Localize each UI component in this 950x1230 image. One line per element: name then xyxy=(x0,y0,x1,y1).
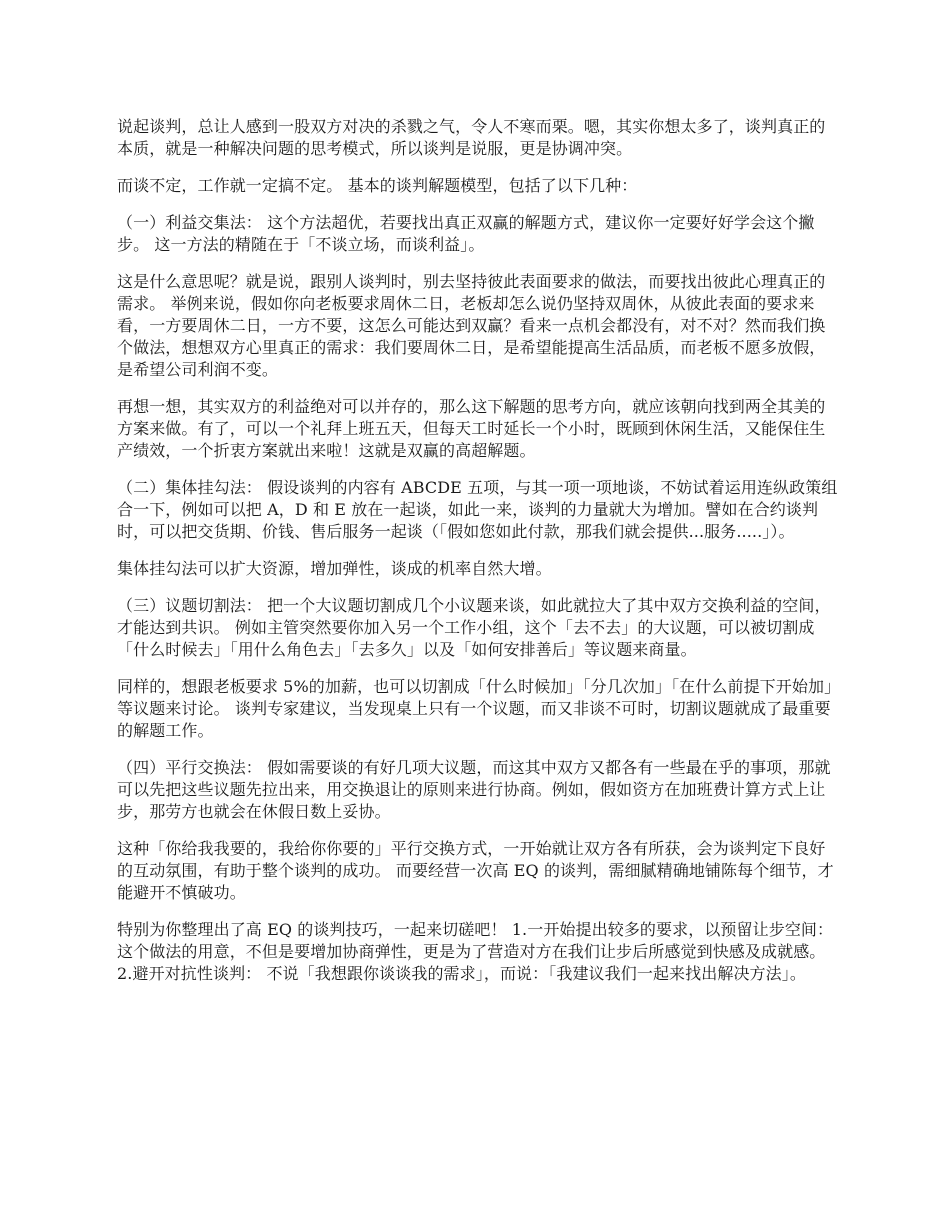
paragraph-method-4-heading: （四）平行交换法： 假如需要谈的有好几项大议题，而这其中双方又都各有一些最在乎的事项，那就可以先把这些议题先拉出来，用交换退让的原则来进行协商。例如，假如资方在加班费计算方式上让步，那劳方也就会在休假日数上妥协。 xyxy=(117,758,831,821)
paragraph-method-2-heading: （二）集体挂勾法： 假设谈判的内容有 ABCDE 五项，与其一项一项地谈，不妨试着运用连纵政策组合一下，例如可以把 A，D 和 E 放在一起谈，如此一来，谈判的力量就大为增加。譬如在合约谈判时，可以把交货期、价钱、售后服务一起谈（「假如您如此付款，那我们就会提供...服务.....」）。 xyxy=(117,478,838,541)
paragraph-method-1-explanation: 这是什么意思呢？就是说，跟别人谈判时，别去坚持彼此表面要求的做法，而要找出彼此心理真正的需求。 举例来说，假如你向老板要求周休二日，老板却怎么说仍坚持双周休，从彼此表面的要求来看，一方要周休二日，一方不要，这怎么可能达到双赢？看来一点机会都没有，对不对？然而我们换个做法，想想双方心里真正的需求：我们要周休二日，是希望能提高生活品质，而老板不愿多放假， 是希望公司利润不变。 xyxy=(117,272,826,379)
paragraph-method-3-example: 同样的，想跟老板要求 5%的加薪，也可以切割成「什么时候加」「分几次加」「在什么前提下开始加」等议题来讨论。 谈判专家建议，当发现桌上只有一个议题，而又非谈不可时，切割议题就成了最重要的解题工作。 xyxy=(117,677,841,740)
document-body xyxy=(117,116,841,1000)
paragraph-intro: 说起谈判，总让人感到一股双方对决的杀戮之气，令人不寒而栗。嗯，其实你想太多了，谈判真正的本质，就是一种解决问题的思考模式，所以谈判是说服，更是协调冲突。 xyxy=(117,117,826,158)
paragraph-method-1-heading: （一）利益交集法： 这个方法超优，若要找出真正双赢的解题方式，建议你一定要好好学会这个撇步。 这一方法的精随在于「不谈立场，而谈利益」。 xyxy=(117,213,815,254)
paragraph-method-1-solution: 再想一想，其实双方的利益绝对可以并存的，那么这下解题的思考方向，就应该朝向找到两全其美的方案来做。有了，可以一个礼拜上班五天，但每天工时延长一个小时，既顾到休闲生活，又能保住生产绩效，一个折衷方案就出来啦！这就是双赢的高超解题。 xyxy=(117,397,826,460)
paragraph-method-2-summary: 集体挂勾法可以扩大资源，增加弹性，谈成的机率自然大增。 xyxy=(117,559,552,578)
paragraph-method-4-summary: 这种「你给我我要的，我给你你要的」平行交换方式，一开始就让双方各有所获，会为谈判定下良好的互动氛围，有助于整个谈判的成功。 而要经营一次高 EQ 的谈判，需细腻精确地铺陈每个细节，才能避开不慎破功。 xyxy=(117,839,834,902)
paragraph-eq-tips: 特别为你整理出了高 EQ 的谈判技巧，一起来切磋吧！ 1.一开始提出较多的要求，以预留让步空间： 这个做法的用意，不但是要增加协商弹性，更是为了营造对方在我们让步后所感觉到快感及成就感。 2.避开对抗性谈判： 不说「我想跟你谈谈我的需求」，而说：「我建议我们一起来找出解决方法」。 xyxy=(117,920,834,983)
paragraph-method-3-heading: （三）议题切割法： 把一个大议题切割成几个小议题来谈，如此就拉大了其中双方交换利益的空间，才能达到共识。 例如主管突然要你加入另一个工作小组，这个「去不去」的大议题，可以被切割成「什么时候去」「用什么角色去」「去多久」以及「如何安排善后」等议题来商量。 xyxy=(117,596,831,659)
paragraph-models-overview: 而谈不定，工作就一定搞不定。 基本的谈判解题模型，包括了以下几种： xyxy=(117,176,638,195)
